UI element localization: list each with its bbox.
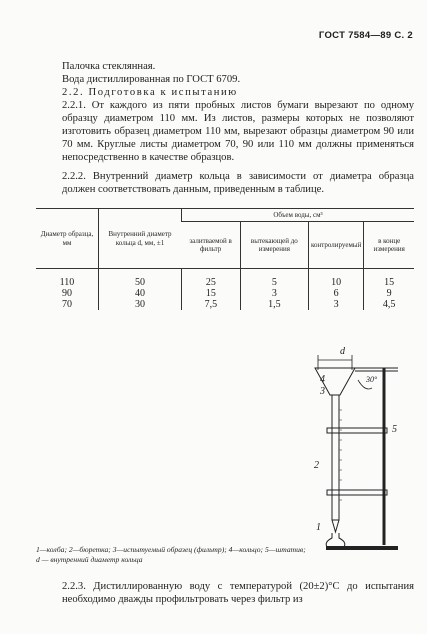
cell: 110: [59, 277, 75, 288]
cell: 9: [364, 288, 414, 299]
sub-header-3: контролируемый: [308, 222, 363, 269]
cell: 1,5: [240, 299, 308, 310]
table-row: [36, 288, 414, 299]
cell: 15: [182, 288, 241, 299]
figure-caption: 1—колба; 2—бюретка; 3—испытуемый образец (фильтр); 4—кольцо; 5—штатив; d — внутренний диаметр кольца: [36, 545, 306, 564]
cell: 90: [62, 288, 72, 299]
page-header: ГОСТ 7584—89 С. 2: [318, 30, 413, 41]
cell: 30: [99, 299, 182, 310]
col-header-water-volume: Объем воды, см³: [182, 209, 415, 222]
burette-tip: [332, 520, 339, 532]
table-row: [36, 277, 414, 288]
apparatus-figure: [280, 340, 410, 560]
cell: 15: [364, 277, 414, 288]
cell: 50: [99, 277, 182, 288]
clamp-lower: [327, 490, 387, 495]
cell: 3: [308, 299, 363, 310]
col-header-ring: Внутренний диаметр кольца d, мм, ±1: [99, 209, 182, 269]
paragraph-2-2-3: 2.2.3. Дистиллированную воду с температурой (20±2)°С до испытания необходимо дважды профильтровать через фильтр из: [62, 581, 414, 605]
cell: 40: [99, 288, 182, 299]
label-3: 3: [320, 386, 325, 397]
line-glass-stick: Палочка стеклянная.: [62, 61, 156, 72]
label-4: 4: [320, 374, 325, 385]
sub-header-2: вытекающей до измерения: [240, 222, 308, 269]
label-1: 1: [316, 522, 321, 533]
paragraph-2-2-1: 2.2.1. От каждого из пяти пробных листов бумаги вырезают по одному образцу диаметром 110 мм. Из листов, размеры которых не позволяют изготовить образец диаметром 110 мм, вырезают образцы диаметром 90 или 70 мм. Круглые листы диаметром 70, 90 или 110 мм должны применяться непосредственно в качестве образцов.: [62, 100, 414, 163]
clamp-upper: [327, 428, 387, 433]
cell: 25: [182, 277, 241, 288]
cell: 10: [308, 277, 363, 288]
burette-tube: [332, 395, 339, 520]
cell: 4,5: [364, 299, 414, 310]
label-30deg: 30°: [366, 375, 378, 384]
section-heading: 2.2. Подготовка к испытанию: [62, 87, 238, 98]
sub-header-1: залитваемой в фильтр: [182, 222, 241, 269]
sub-header-4: в конце измерения: [364, 222, 414, 269]
line-distilled-water: Вода дистиллированная по ГОСТ 6709.: [62, 74, 241, 85]
paragraph-2-2-2: 2.2.2. Внутренний диаметр кольца в зависимости от диаметра образца должен соответствовать данным, приведенным в таблице.: [62, 171, 414, 195]
col-header-diameter: Диаметр образца, мм: [36, 209, 99, 269]
flask-shape: [326, 533, 345, 547]
table-row: [36, 299, 414, 310]
data-table: [36, 209, 414, 310]
cell: 5: [240, 277, 308, 288]
cell: 3: [240, 288, 308, 299]
label-5: 5: [392, 424, 397, 435]
cell: 7,5: [182, 299, 241, 310]
label-2: 2: [314, 460, 319, 471]
label-d: d: [340, 346, 345, 357]
cell: 6: [308, 288, 363, 299]
cell: 70: [62, 299, 72, 310]
